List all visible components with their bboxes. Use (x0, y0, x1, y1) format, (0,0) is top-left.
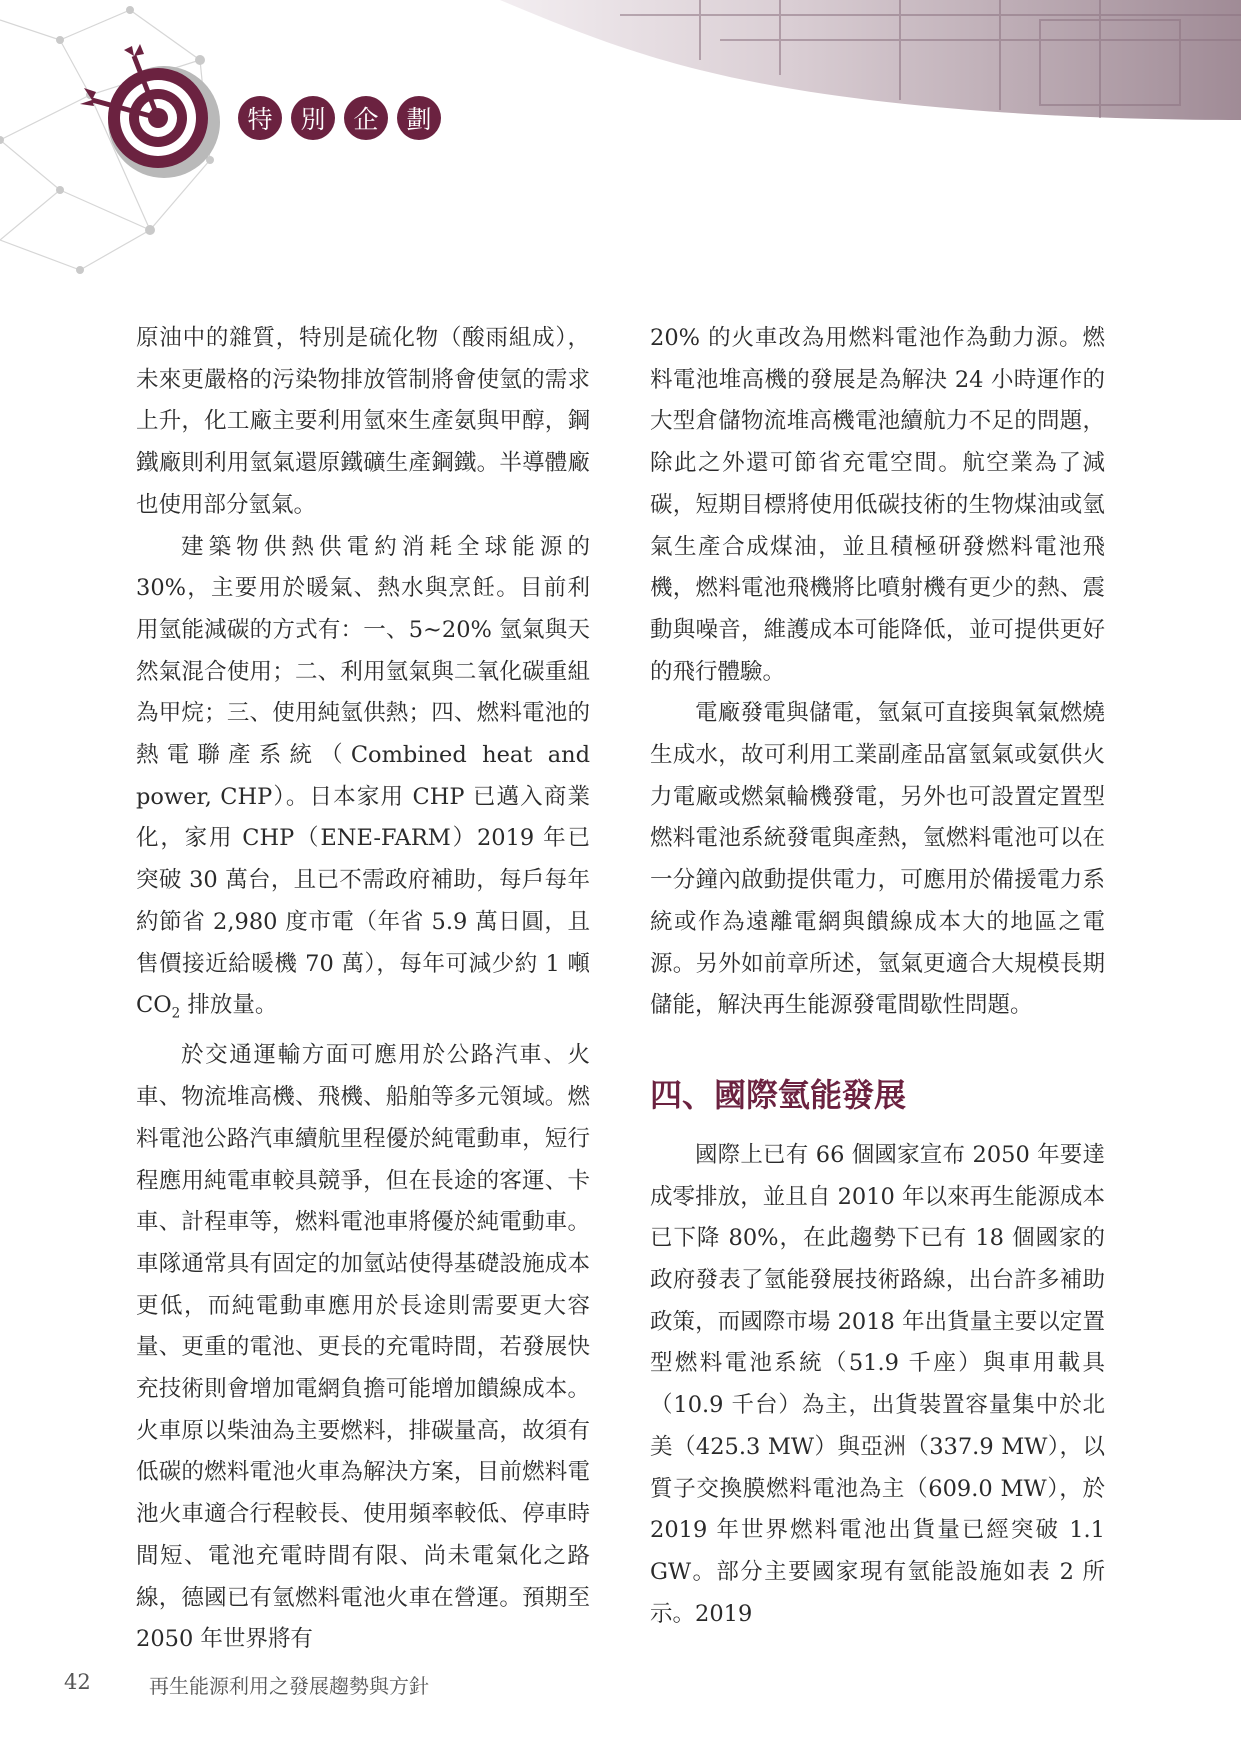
footer-title: 再生能源利用之發展趨勢與方針 (149, 1674, 429, 1698)
paragraph-buildings (136, 527, 590, 1036)
page-number: 42 (64, 1670, 91, 1694)
right-column (650, 318, 1105, 1635)
badge-char: 別 (291, 96, 335, 140)
section-heading: 四、國際氫能發展 (650, 1075, 907, 1114)
badge-char: 企 (344, 96, 388, 140)
paragraph-industry-continued: 原油中的雜質，特別是硫化物（酸雨組成），未來更嚴格的污染物排放管制將會使氫的需求上升，化工廠主要利用氫來生產氨與甲醇，鋼鐵廠則利用氫氣還原鐵礦生產鋼鐵。半導體廠也使用部分氫氣。 (136, 325, 590, 518)
section-badges (238, 96, 441, 140)
paragraph-power-storage: 電廠發電與儲電，氫氣可直接與氧氣燃燒生成水，故可利用工業副產品富氫氣或氨供火力電廠或燃氣輪機發電，另外也可設置定置型燃料電池系統發電與產熱，氫燃料電池可以在一分鐘內啟動提供電力，可應用於備援電力系統或作為遠離電網與饋線成本大的地區之電源。另外如前章所述，氫氣更適合大規模長期儲能，解決再生能源發電間歇性問題。 (650, 700, 1105, 1019)
subscript: 2 (171, 1005, 181, 1022)
paragraph-text: 排放量。 (180, 992, 278, 1019)
badge-char: 劃 (397, 96, 441, 140)
paragraph-international: 國際上已有 66 個國家宣布 2050 年要達成零排放，並且自 2010 年以來再生能源成本已下降 80%，在此趨勢下已有 18 個國家的政府發表了氫能發展技術路線，出台許多補助政策，而國際市場 2018 年出貨量主要以定置型燃料電池系統（51.9 千座）與車用載具（10.9 千台）為主，出貨裝置容量集中於北美（425.3 MW）與亞洲（337.9 MW），以質子交換膜燃料電池為主（609.0 MW），於 2019 年世界燃料電池出貨量已經突破 1.1 GW。部分主要國家現有氫能設施如表 2 所示。2019 (650, 1141, 1105, 1627)
header-artwork (0, 0, 1241, 290)
badge-char: 特 (238, 96, 282, 140)
paragraph-transport: 於交通運輸方面可應用於公路汽車、火車、物流堆高機、飛機、船舶等多元領域。燃料電池公路汽車續航里程優於純電動車，短行程應用純電車較具競爭，但在長途的客運、卡車、計程車等，燃料電池車將優於純電動車。車隊通常具有固定的加氫站使得基礎設施成本更低，而純電動車應用於長途則需要更大容量、更重的電池、更長的充電時間，若發展快充技術則會增加電網負擔可能增加饋線成本。火車原以柴油為主要燃料，排碳量高，故須有低碳的燃料電池火車為解決方案，目前燃料電池火車適合行程較長、使用頻率較低、停車時間短、電池充電時間有限、尚未電氣化之路線，德國已有氫燃料電池火車在營運。預期至 2050 年世界將有 (136, 1042, 590, 1653)
left-column (136, 318, 590, 1661)
page-footer (64, 1670, 429, 1699)
paragraph-text: 建築物供熱供電約消耗全球能源的30%，主要用於暖氣、熱水與烹飪。目前利用氫能減碳的方式有：一、5~20% 氫氣與天然氣混合使用；二、利用氫氣與二氧化碳重組為甲烷；三、使用純氫供熱；四、燃料電池的熱電聯產系統（Combined heat and power, CHP）。日本家用 CHP 已邁入商業化，家用 CHP（ENE-FARM）2019 年已突破 30 萬台，且已不需政府補助，每戶每年約節省 2,980 度市電（年省 5.9 萬日圓，且售價接近給暖機 70 萬），每年可減少約 1 噸 CO (136, 533, 590, 1019)
paragraph-transport-continued: 20% 的火車改為用燃料電池作為動力源。燃料電池堆高機的發展是為解決 24 小時運作的大型倉儲物流堆高機電池續航力不足的問題，除此之外還可節省充電空間。航空業為了減碳，短期目標將使用低碳技術的生物煤油或氫氣生產合成煤油，並且積極研發燃料電池飛機，燃料電池飛機將比噴射機有更少的熱、震動與噪音，維護成本可能降低，並可提供更好的飛行體驗。 (650, 325, 1105, 685)
header-banner (500, 0, 1241, 120)
